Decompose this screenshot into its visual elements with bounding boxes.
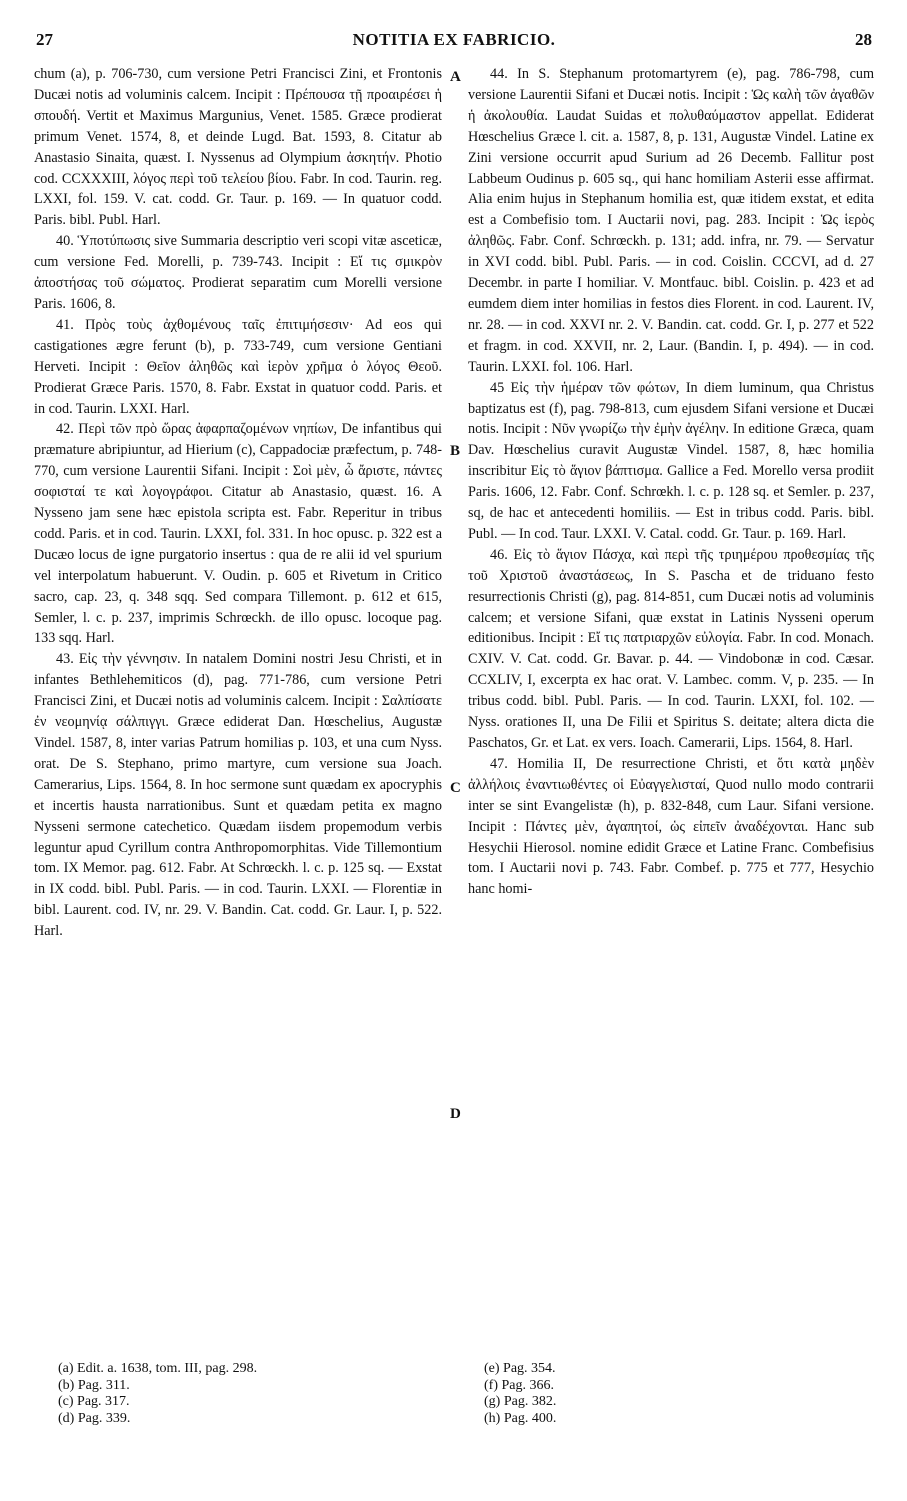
entry-44: 44. In S. Stephanum protomartyrem (e), pag. 786-798, cum versione Laurentii Sifani et Ducæi notis. Incipit : Ὡς καλὴ τῶν ἀγαθῶν ἡ ἀκολουθία. Laudat Suidas et πολυθαύμαστον appellat. Ediderat Hœschelius Græce l. cit. a. 1587, 8, p. 131, Augustæ Vindel. Latine ex Zini versione occurrit apud Surium ad 26 Decemb. Fallitur post Labbeum Oudinus p. 605 sq., qui hanc homiliam Asterii esse affirmat. Alia enim hujus in Stephanum homilia est, quæ itidem exstat, et edita est a Combefisio tom. I Auctarii novi, pag. 283. Incipit : Ὡς ἱερὸς ἀληθῶς. Fabr. Conf. Schrœckh. p. 131; add. infra, nr. 79. — Servatur in XVI codd. bibl. Publ. Paris. — in cod. Coislin. CCCVI, ad d. 27 Decembr. in parte I homiliar. V. Montfauc. bibl. Coislin. p. 423 et ad eumdem diem inter homilias in festos dies Florent. in cod. Laurent. IV, nr. 28. — in cod. XXVI nr. 2. V. Bandin. cat. codd. Gr. I, p. 277 et 522 et fragm. in cod. XXVII, nr. 2, Laur. (Bandin. I, p. 494). — in cod. Taurin. LXXI. fol. 106. Harl. bbox=[468, 66, 874, 375]
left-column bbox=[34, 64, 442, 942]
entry-47: 47. Homilia II, De resurrectione Christi, et ὅτι κατὰ μηδὲν ἀλλήλοις ἐναντιωθέντες οἱ Εὐαγγελισταί, Quod nullo modo contrarii inter se sint Evangelistæ (h), p. 832-848, cum Laur. Sifani versione. Incipit : Πάντες μὲν, ἀγαπητοί, ὡς εἰπεῖν ἀναδέχονται. Hanc sub Hesychii Hierosol. nomine edidit Græce et Latine Franc. Combefisius tom. I Auctarii novi p. 743. Fabr. Combef. p. 775 et 777, Hesychio hanc homi- bbox=[468, 755, 874, 898]
running-title: NOTITIA EX FABRICIO. bbox=[352, 30, 556, 49]
right-column bbox=[468, 64, 874, 900]
entry-41: 41. Πρὸς τοὺς ἀχθομένους ταῖς ἐπιτιμήσεσιν· Ad eos qui castigationes ægre ferunt (b), p. 733-749, cum versione Gentiani Herveti. Incipit : Θεῖον ἀληθῶς καὶ ἱερὸν χρῆμα ὁ λόγος Θεοῦ. Prodierat Græce Paris. 1570, 8. Fabr. Exstat in quatuor codd. Paris. et in cod. Taurin. LXXI. Harl. bbox=[34, 316, 442, 417]
margin-marker-c: C bbox=[450, 780, 461, 796]
paragraph-continuation: chum (a), p. 706-730, cum versione Petri Francisci Zini, et Frontonis Ducæi notis ad voluminis calcem. Incipit : Πρέπουσα τῇ προαιρέσει ἡ σπουδή. Vertit et Maximus Margunius, Venet. 1585. Græce prodierat primum Venet. 1574, 8, et deinde Lugd. Bat. 1593, 8. Citatur ab Anastasio Sinaita, quæst. I. Nyssenus ad Olympium ἀσκητήν. Photio cod. CCXXXIII, λόγος περὶ τοῦ τελείου βίου. Fabr. In cod. Taurin. reg. LXXI, fol. 159. V. cat. codd. Gr. Taur. p. 169. — In quatuor codd. Paris. bibl. Publ. Harl. bbox=[34, 66, 442, 229]
footnote-b: (b) Pag. 311. bbox=[58, 1377, 130, 1393]
footnotes-right bbox=[484, 1361, 556, 1427]
entry-43: 43. Εἰς τὴν γέννησιν. In natalem Domini nostri Jesu Christi, et in infantes Bethlehemiticos (d), pag. 771-786, cum versione Petri Francisci Zini, et Ducæi notis ad voluminis calcem. Incipit : Σαλπίσατε ἐν νεομηνίᾳ σάλπιγγι. Græce ediderat Dan. Hœschelius, Augustæ Vindel. 1587, 8, inter varias Patrum homilias p. 103, et una cum Nyss. orat. De S. Stephano, primo martyre, cum versione sua Joach. Camerarius, Lips. 1564, 8. In hoc sermone sunt quædam ex apocryphis et incertis hausta narrationibus. Sunt et quædam petita ex magno Nysseni sermone catechetico. Quædam iisdem propemodum verbis leguntur apud Cyrillum contra Anthropomorphitas. Vide Tillemontium tom. IX Memor. pag. 612. Fabr. At Schrœckh. l. c. p. 125 sq. — Exstat in IX codd. bibl. Publ. Paris. — in cod. Taurin. LXXI. — Florentiæ in bibl. Laurent. cod. IV, nr. 29. V. Bandin. Cat. codd. Gr. Laur. I, p. 522. Harl. bbox=[34, 651, 442, 940]
margin-marker-a: A bbox=[450, 69, 461, 85]
footnotes-left bbox=[58, 1361, 257, 1427]
footnote-d: (d) Pag. 339. bbox=[58, 1410, 131, 1426]
entry-40: 40. Ὑποτύπωσις sive Summaria descriptio veri scopi vitæ asceticæ, cum versione Fed. Morelli, p. 739-743. Incipit : Εἴ τις σμικρὸν ἀποστήσας τοῦ σώματος. Prodierat separatim cum Morelli versione Paris. 1606, 8. bbox=[34, 233, 442, 312]
margin-marker-b: B bbox=[450, 443, 461, 459]
footnote-a: (a) Edit. a. 1638, tom. III, pag. 298. bbox=[58, 1361, 258, 1376]
entry-46: 46. Εἰς τὸ ἅγιον Πάσχα, καὶ περὶ τῆς τριημέρου προθεσμίας τῆς τοῦ Χριστοῦ ἀναστάσεως, In S. Pascha et de triduano festo resurrectionis Christi (g), pag. 814-851, cum Ducæi notis ad voluminis calcem; et versione Sifani, quæ exstat in Latinis Nysseni operum editionibus. Incipit : Εἴ τις πατριαρχῶν εὐλογία. Fabr. In cod. Monach. CXIV. V. Cat. codd. Gr. Bavar. p. 44. — Vindobonæ in cod. Cæsar. CCXLIV, I, excerpta ex hac orat. V. Lambec. comm. V, p. 235. — In tribus codd. bibl. Publ. Paris. — In cod. Taurin. LXXI, fol. 102. — Nyss. orationes II, una De Filii et Spiritus S. deitate; altera dicta die Paschatos, Gr. et Lat. ex vers. Ioach. Camerarii, Lips. 1564, 8. Harl. bbox=[468, 546, 874, 751]
page-number-left: 27 bbox=[36, 30, 53, 49]
footnote-e: (e) Pag. 354. bbox=[484, 1361, 556, 1376]
margin-marker-d: D bbox=[450, 1106, 461, 1122]
footnote-g: (g) Pag. 382. bbox=[484, 1394, 557, 1409]
entry-45: 45 Εἰς τὴν ἡμέραν τῶν φώτων, In diem luminum, qua Christus baptizatus est (f), pag. 798-813, cum ejusdem Sifani versione et Ducæi notis. Incipit : Νῦν γνωρίζω τὴν ἐμὴν ἀγέλην. In editione Græca, quam Dav. Hœschelius curavit Augustæ Vindel. 1587, 8, hæc homilia inscribitur Εἰς τὸ ἅγιον βάπτισμα. Gallice a Fed. Morello versa prodiit Paris. 1606, 12. Fabr. Conf. Schrœkh. l. c. p. 128 sq. et Semler. p. 237, sq, de hac et antecedenti homiliis. — Est in tribus codd. Paris. bibl. Publ. — In cod. Taur. LXXI. V. Catal. codd. Gr. Taur. p. 169. Harl. bbox=[468, 379, 874, 542]
footnote-c: (c) Pag. 317. bbox=[58, 1394, 130, 1409]
entry-42: 42. Περὶ τῶν πρὸ ὥρας ἀφαρπαζομένων νηπίων, De infantibus qui præmature abripiuntur, ad Hierium (c), Cappadociæ præfectum, p. 748-770, cum versione Laurentii Sifani. Incipit : Σοὶ μὲν, ὦ ἄριστε, πάντες σοφισταί τε καὶ λογογράφοι. Citatur ab Anastasio, quæst. 16. A Nysseno jam sene hæc epistola scripta est. Fabr. Reperitur in tribus codd. Paris. et in cod. Taurin. LXXI, fol. 331. In hoc opusc. p. 322 est a Ducæo locus de igne purgatorio insertus : qua de re alii id vel spurium vel interpolatum habuerunt. V. Oudin. p. 605 et Rivetum in Critico sacro, cap. 23, q. 348 sqq. Sed compara Tillemont. p. 612 et 615, Semler, l. c. p. 237, imprimis Schrœckh. de illo opusc. locoque pag. 133 sqq. Harl. bbox=[34, 421, 442, 647]
page-number-right: 28 bbox=[855, 30, 872, 49]
footnote-h: (h) Pag. 400. bbox=[484, 1410, 557, 1426]
footnote-f: (f) Pag. 366. bbox=[484, 1377, 554, 1393]
running-header bbox=[36, 30, 872, 54]
